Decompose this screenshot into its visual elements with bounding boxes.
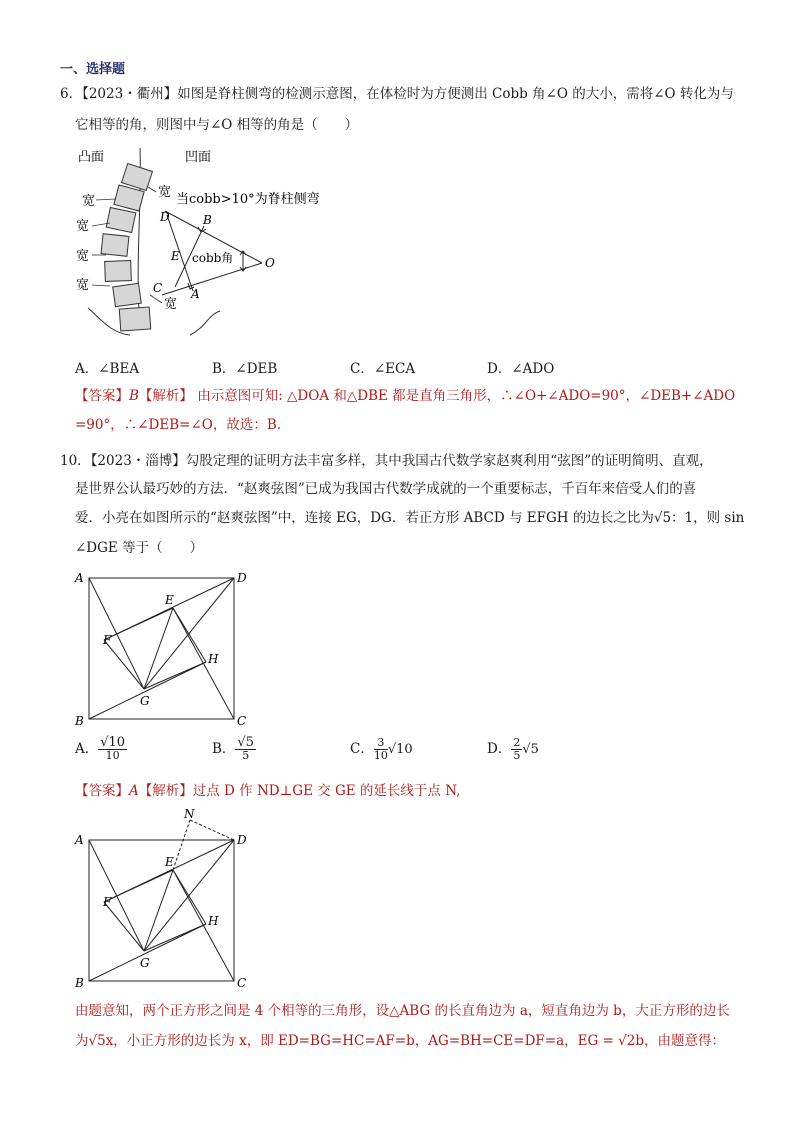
svg-text:N: N [184, 807, 195, 821]
q10-text4: ∠DGE 等于（ ） [75, 540, 204, 556]
q6-label-convex: 凸面 [78, 150, 105, 165]
q10-figure-lines [89, 578, 234, 719]
svg-text:E: E [171, 249, 180, 263]
q10-figure2-point-labels [74, 807, 247, 990]
q6-analysis2: =90°，∴∠DEB=∠O，故选：B. [75, 417, 282, 433]
svg-text:D: D [237, 571, 247, 585]
q10-answer-line1 [75, 781, 460, 801]
q6-text1: 如图是脊柱侧弯的检测示意图，在体检时为方便测出 Cobb 角∠O 的大小，需将∠O 转化为与 [177, 86, 734, 102]
svg-text:O: O [265, 256, 275, 270]
q6-option-d: D．∠ADO [487, 361, 555, 377]
q6-spine-figure [70, 143, 350, 343]
q10-option-b: B． $\frac{√5}{5}$ [212, 735, 254, 762]
q10-source: 【2023・淄博】 [90, 453, 186, 469]
q6-cobb-label: cobb角 [192, 251, 234, 265]
svg-text:E: E [165, 593, 174, 607]
q6-pelvis-outline [88, 308, 220, 335]
q10-line1 [60, 451, 713, 471]
q6-analysis1: 由示意图可知: △DOA 和△DBE 都是直角三角形，∴∠O+∠ADO=90°，∠DEB+∠ADO [192, 388, 736, 404]
svg-text:C: C [237, 976, 247, 990]
svg-text:A: A [75, 833, 84, 847]
q10-option-a-fraction: $\frac{√10}{10}$ [100, 735, 126, 762]
svg-text:B: B [203, 213, 212, 227]
svg-text:H: H [208, 914, 219, 928]
svg-text:宽: 宽 [76, 249, 90, 264]
q6-option-c: C．∠ECA [350, 361, 416, 377]
q10-figure2-lines [89, 840, 234, 981]
q10-number: 10． [60, 453, 91, 469]
q10-option-a: A． $\frac{√10}{10}$ [75, 735, 126, 762]
svg-text:D: D [237, 833, 247, 847]
q6-source: 【2023・衢州】 [82, 86, 178, 102]
svg-text:F: F [103, 895, 112, 909]
q6-answer-tag: 【答案】 [75, 388, 129, 404]
q10-chord-figure-n [70, 806, 260, 992]
svg-text:B: B [75, 714, 84, 728]
q6-analysis-tag: 【解析】 [138, 388, 193, 404]
q10-analysis-tag: 【解析】 [138, 783, 193, 799]
q10-analysis2: 由题意知，两个正方形之间是 4 个相等的三角形，设△ABG 的长直角边为 a，短直角边为 b，大正方形的边长 [75, 1003, 730, 1019]
q10-answer-tag: 【答案】 [75, 783, 129, 799]
svg-text:F: F [103, 633, 112, 647]
svg-text:宽: 宽 [82, 194, 96, 209]
q10-analysis3: 为√5x，小正方形的边长为 x，即 ED=BG=HC=AF=b，AG=BH=CE=DF=a，EG = √2b，由题意得： [75, 1033, 726, 1049]
q10-option-c-fraction: $\frac{3}{10}$ [373, 736, 388, 762]
section-title: 一、选择题 [60, 62, 126, 77]
q6-label-concave: 凹面 [185, 150, 212, 165]
svg-text:宽: 宽 [76, 278, 90, 293]
q6-option-b: B．∠DEB [212, 361, 278, 377]
svg-text:H: H [208, 652, 219, 666]
q10-text2: 是世界公认最巧妙的方法．“赵爽弦图”已成为我国古代数学成就的一个重要标志，千百年来倍受人们的喜 [75, 481, 697, 497]
q10-text3: 爱．小亮在如图所示的“赵爽弦图”中，连接 EG，DG．若正方形 ABCD 与 EFGH 的边长之比为√5：1，则 sin [75, 510, 745, 526]
svg-text:D: D [160, 210, 170, 224]
svg-text:A: A [191, 287, 200, 301]
q10-option-b-fraction: $\frac{√5}{5}$ [237, 735, 254, 762]
svg-text:宽: 宽 [76, 219, 90, 234]
svg-text:宽: 宽 [158, 185, 172, 200]
q10-option-c: C． $\frac{3}{10}$ √10 [350, 736, 413, 762]
q10-analysis1: 过点 D 作 ND⊥GE 交 GE 的延长线于点 N, [192, 783, 461, 799]
q10-answer-letter: A [129, 783, 139, 799]
q6-answer-line1 [75, 386, 735, 406]
svg-text:C: C [237, 714, 247, 728]
q6-line1 [60, 84, 734, 104]
svg-text:A: A [75, 571, 84, 585]
q6-note: 当cobb>10°为脊柱侧弯 [176, 192, 320, 207]
q6-vertebrae [101, 163, 152, 331]
svg-text:B: B [75, 976, 84, 990]
q10-chord-figure [70, 568, 255, 728]
svg-text:宽: 宽 [164, 297, 178, 312]
svg-text:G: G [140, 956, 150, 970]
q10-figure2-dashed [173, 820, 234, 870]
q10-text1: 勾股定理的证明方法丰富多样，其中我国古代数学家赵爽利用“弦图”的证明简明、直观， [185, 453, 713, 469]
svg-text:E: E [165, 855, 174, 869]
svg-text:C: C [153, 281, 163, 295]
q6-number: 6． [60, 86, 83, 102]
q6-answer-letter: B [129, 388, 139, 404]
svg-text:G: G [140, 694, 150, 708]
q10-option-d: D． $\frac{2}{5}$ √5 [487, 736, 539, 762]
q6-text2: 它相等的角，则图中与∠O 相等的角是（ ） [75, 117, 359, 133]
q10-option-d-fraction: $\frac{2}{5}$ [513, 736, 521, 762]
q6-option-a: A．∠BEA [75, 361, 140, 377]
